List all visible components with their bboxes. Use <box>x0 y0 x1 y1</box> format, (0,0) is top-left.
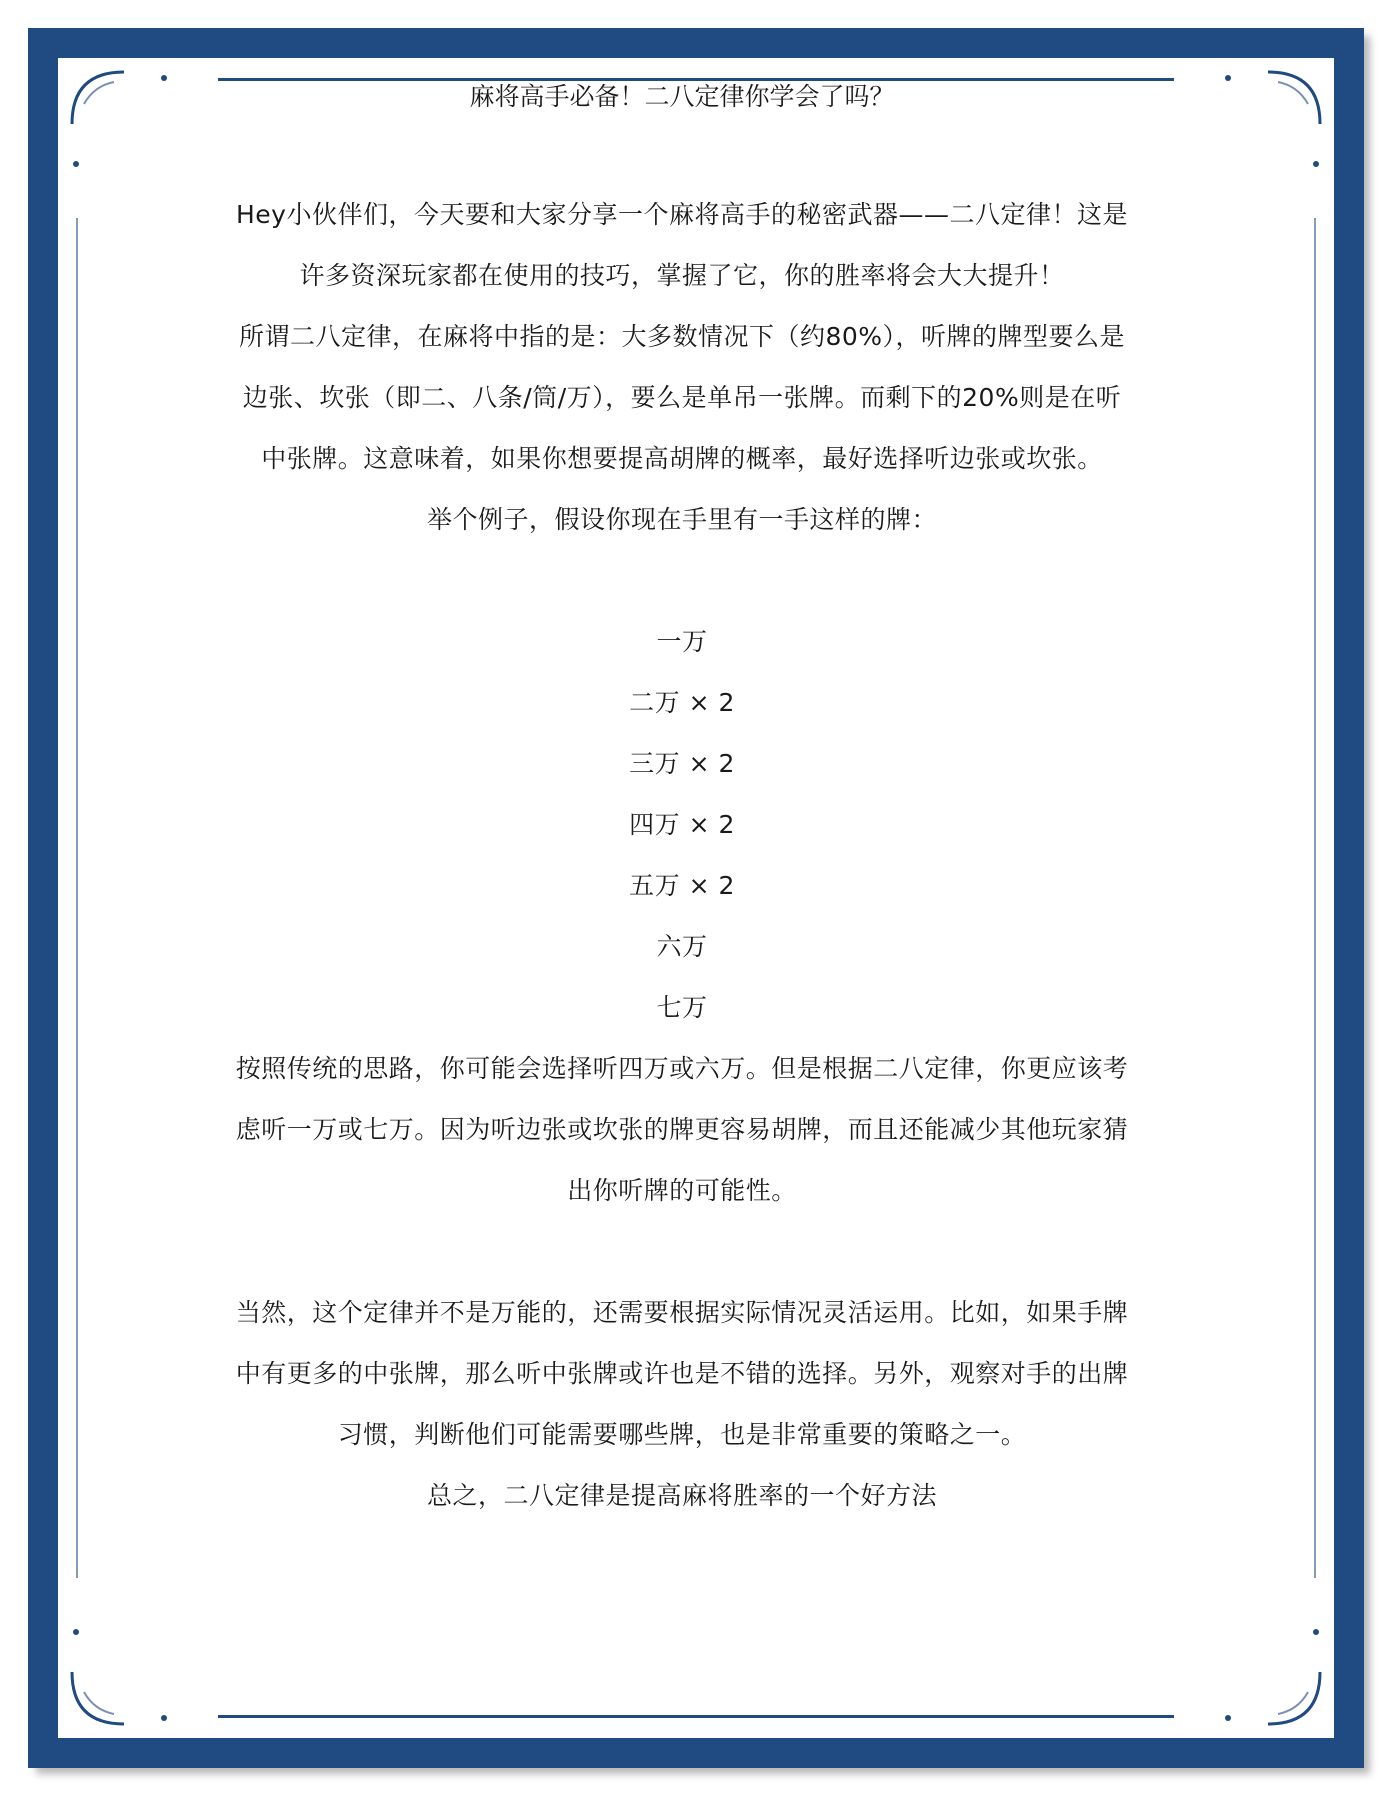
intro-paragraph: Hey小伙伴们，今天要和大家分享一个麻将高手的秘密武器——二八定律！这是许多资深玩家都在使用的技巧，掌握了它，你的胜率将会大大提升！ <box>236 200 1128 290</box>
decorative-border-bottom <box>218 1715 1174 1718</box>
corner-ornament-icon <box>1218 1622 1328 1732</box>
hand-tile: 四万 × 2 <box>629 810 735 839</box>
caveat-paragraph: 当然，这个定律并不是万能的，还需要根据实际情况灵活运用。比如，如果手牌中有更多的中张牌，那么听中张牌或许也是不错的选择。另外，观察对手的出牌习惯，判断他们可能需要哪些牌，也是非常重要的策略之一。 <box>235 1298 1129 1449</box>
example-intro: 举个例子，假设你现在手里有一手这样的牌： <box>426 505 937 534</box>
corner-ornament-icon <box>64 1622 174 1732</box>
explanation-paragraph: 按照传统的思路，你可能会选择听四万或六万。但是根据二八定律，你更应该考虑听一万或七万。因为听边张或坎张的牌更容易胡牌，而且还能减少其他玩家猜出你听牌的可能性。 <box>235 1054 1129 1205</box>
hand-tile: 一万 <box>656 627 708 656</box>
hand-tile: 五万 × 2 <box>629 871 735 900</box>
decorative-border-left <box>76 218 78 1578</box>
article-title: 麻将高手必备！二八定律你学会了吗？ <box>469 82 895 111</box>
decorative-border-right <box>1314 218 1316 1578</box>
spacer <box>232 1221 1132 1282</box>
hand-tile: 六万 <box>656 932 708 961</box>
conclusion-paragraph: 总之，二八定律是提高麻将胜率的一个好方法 <box>426 1481 937 1510</box>
spacer <box>232 550 1132 611</box>
hand-list <box>232 611 1132 1038</box>
hand-tile: 三万 × 2 <box>629 749 735 778</box>
hand-tile: 七万 <box>656 993 708 1022</box>
definition-paragraph: 所谓二八定律，在麻将中指的是：大多数情况下（约80%），听牌的牌型要么是边张、坎张（即二、八条/筒/万），要么是单吊一张牌。而剩下的20%则是在听中张牌。这意味着，如果你想要提高胡牌的概率，最好选择听边张或坎张。 <box>238 322 1126 473</box>
hand-tile: 二万 × 2 <box>629 688 735 717</box>
article-body <box>232 184 1132 1526</box>
corner-ornament-icon <box>1218 64 1328 174</box>
corner-ornament-icon <box>64 64 174 174</box>
